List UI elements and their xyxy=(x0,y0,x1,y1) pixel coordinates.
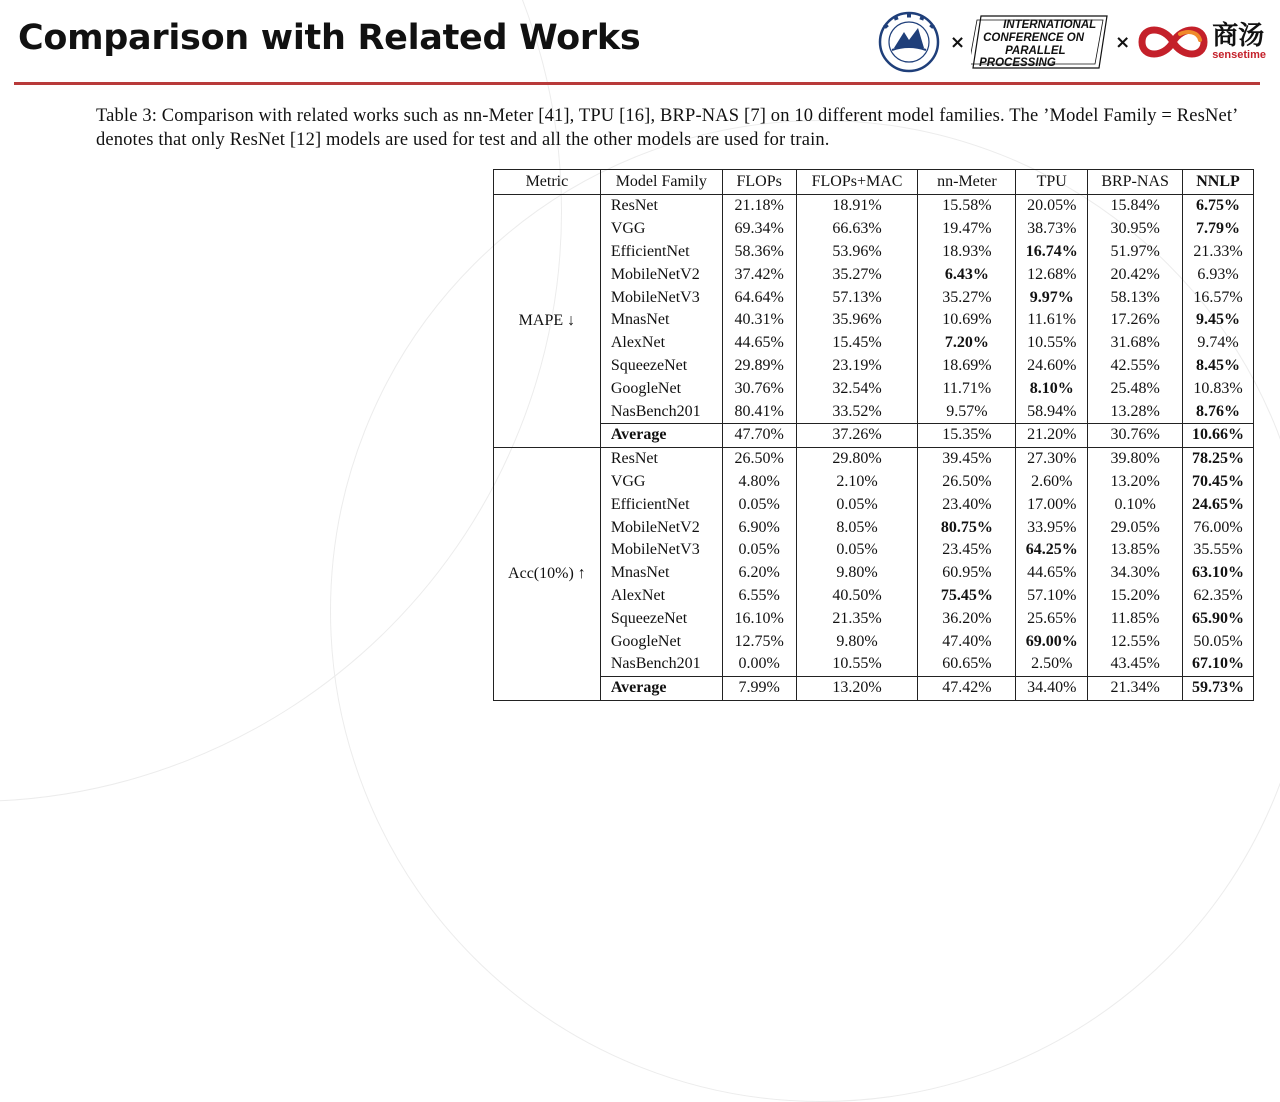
model-family-cell: Average xyxy=(600,676,722,700)
model-family-cell: EfficientNet xyxy=(600,241,722,264)
value-cell: 20.42% xyxy=(1088,263,1183,286)
value-cell: 40.31% xyxy=(722,309,796,332)
comparison-table xyxy=(493,169,1254,701)
value-cell: 13.20% xyxy=(796,676,918,700)
table-row xyxy=(494,630,1254,653)
value-cell: 59.73% xyxy=(1183,676,1254,700)
model-family-cell: AlexNet xyxy=(600,332,722,355)
value-cell: 42.55% xyxy=(1088,355,1183,378)
value-cell: 39.80% xyxy=(1088,447,1183,470)
value-cell: 64.25% xyxy=(1016,539,1088,562)
model-family-cell: SqueezeNet xyxy=(600,607,722,630)
value-cell: 13.85% xyxy=(1088,539,1183,562)
value-cell: 63.10% xyxy=(1183,562,1254,585)
value-cell: 9.45% xyxy=(1183,309,1254,332)
value-cell: 21.20% xyxy=(1016,423,1088,447)
model-family-cell: EfficientNet xyxy=(600,493,722,516)
value-cell: 16.57% xyxy=(1183,286,1254,309)
table-caption: Table 3: Comparison with related works such as nn-Meter [41], TPU [16], BRP-NAS [7] on 10 different model families. The ’Model Family = ResNet’ denotes that only ResNet [12] models are used for test and all the other models are used for train. xyxy=(96,106,1238,150)
value-cell: 66.63% xyxy=(796,218,918,241)
value-cell: 23.19% xyxy=(796,355,918,378)
value-cell: 62.35% xyxy=(1183,585,1254,608)
column-header: NNLP xyxy=(1183,170,1254,195)
icpp-logo xyxy=(971,14,1109,70)
table-row xyxy=(494,562,1254,585)
value-cell: 15.35% xyxy=(918,423,1016,447)
value-cell: 0.05% xyxy=(796,493,918,516)
value-cell: 8.10% xyxy=(1016,377,1088,400)
value-cell: 9.57% xyxy=(918,400,1016,423)
value-cell: 15.58% xyxy=(918,195,1016,218)
value-cell: 75.45% xyxy=(918,585,1016,608)
value-cell: 50.05% xyxy=(1183,630,1254,653)
value-cell: 37.42% xyxy=(722,263,796,286)
value-cell: 6.43% xyxy=(918,263,1016,286)
value-cell: 26.50% xyxy=(918,471,1016,494)
value-cell: 12.55% xyxy=(1088,630,1183,653)
value-cell: 40.50% xyxy=(796,585,918,608)
value-cell: 6.90% xyxy=(722,516,796,539)
value-cell: 6.75% xyxy=(1183,195,1254,218)
value-cell: 30.76% xyxy=(1088,423,1183,447)
value-cell: 47.40% xyxy=(918,630,1016,653)
value-cell: 57.13% xyxy=(796,286,918,309)
value-cell: 9.80% xyxy=(796,630,918,653)
value-cell: 7.20% xyxy=(918,332,1016,355)
value-cell: 35.55% xyxy=(1183,539,1254,562)
table-row xyxy=(494,493,1254,516)
table-row xyxy=(494,585,1254,608)
value-cell: 47.42% xyxy=(918,676,1016,700)
model-family-cell: NasBench201 xyxy=(600,653,722,676)
value-cell: 2.50% xyxy=(1016,653,1088,676)
value-cell: 11.85% xyxy=(1088,607,1183,630)
column-header: FLOPs xyxy=(722,170,796,195)
table-row xyxy=(494,539,1254,562)
model-family-cell: GoogleNet xyxy=(600,377,722,400)
value-cell: 58.94% xyxy=(1016,400,1088,423)
value-cell: 16.10% xyxy=(722,607,796,630)
icpp-line-4: PROCESSING xyxy=(979,57,1056,69)
value-cell: 17.00% xyxy=(1016,493,1088,516)
icpp-line-1: INTERNATIONAL xyxy=(1003,19,1097,31)
value-cell: 15.84% xyxy=(1088,195,1183,218)
table-row xyxy=(494,471,1254,494)
value-cell: 2.10% xyxy=(796,471,918,494)
value-cell: 0.10% xyxy=(1088,493,1183,516)
value-cell: 33.52% xyxy=(796,400,918,423)
value-cell: 80.75% xyxy=(918,516,1016,539)
model-family-cell: ResNet xyxy=(600,447,722,470)
value-cell: 13.20% xyxy=(1088,471,1183,494)
value-cell: 9.74% xyxy=(1183,332,1254,355)
value-cell: 26.50% xyxy=(722,447,796,470)
column-header: nn-Meter xyxy=(918,170,1016,195)
value-cell: 0.05% xyxy=(722,493,796,516)
value-cell: 8.76% xyxy=(1183,400,1254,423)
sensetime-english-name: sensetime xyxy=(1212,49,1266,61)
table-row xyxy=(494,195,1254,218)
table-row xyxy=(494,400,1254,423)
value-cell: 15.45% xyxy=(796,332,918,355)
value-cell: 10.69% xyxy=(918,309,1016,332)
value-cell: 30.76% xyxy=(722,377,796,400)
value-cell: 10.66% xyxy=(1183,423,1254,447)
model-family-cell: ResNet xyxy=(600,195,722,218)
value-cell: 44.65% xyxy=(722,332,796,355)
logo-strip xyxy=(874,10,1266,74)
title-divider xyxy=(14,82,1260,85)
model-family-cell: MnasNet xyxy=(600,562,722,585)
value-cell: 17.26% xyxy=(1088,309,1183,332)
value-cell: 80.41% xyxy=(722,400,796,423)
model-family-cell: VGG xyxy=(600,218,722,241)
table-row xyxy=(494,516,1254,539)
value-cell: 47.70% xyxy=(722,423,796,447)
value-cell: 24.60% xyxy=(1016,355,1088,378)
value-cell: 65.90% xyxy=(1183,607,1254,630)
value-cell: 9.97% xyxy=(1016,286,1088,309)
value-cell: 43.45% xyxy=(1088,653,1183,676)
value-cell: 21.35% xyxy=(796,607,918,630)
table-row xyxy=(494,309,1254,332)
value-cell: 6.55% xyxy=(722,585,796,608)
model-family-cell: VGG xyxy=(600,471,722,494)
table-row xyxy=(494,263,1254,286)
value-cell: 4.80% xyxy=(722,471,796,494)
value-cell: 18.91% xyxy=(796,195,918,218)
value-cell: 23.45% xyxy=(918,539,1016,562)
value-cell: 20.05% xyxy=(1016,195,1088,218)
value-cell: 57.10% xyxy=(1016,585,1088,608)
value-cell: 69.34% xyxy=(722,218,796,241)
value-cell: 12.75% xyxy=(722,630,796,653)
value-cell: 76.00% xyxy=(1183,516,1254,539)
value-cell: 70.45% xyxy=(1183,471,1254,494)
value-cell: 31.68% xyxy=(1088,332,1183,355)
value-cell: 0.00% xyxy=(722,653,796,676)
value-cell: 37.26% xyxy=(796,423,918,447)
model-family-cell: Average xyxy=(600,423,722,447)
value-cell: 8.05% xyxy=(796,516,918,539)
value-cell: 29.89% xyxy=(722,355,796,378)
value-cell: 11.61% xyxy=(1016,309,1088,332)
model-family-cell: NasBench201 xyxy=(600,400,722,423)
table-row xyxy=(494,377,1254,400)
table-row xyxy=(494,218,1254,241)
value-cell: 19.47% xyxy=(918,218,1016,241)
value-cell: 27.30% xyxy=(1016,447,1088,470)
value-cell: 39.45% xyxy=(918,447,1016,470)
value-cell: 25.65% xyxy=(1016,607,1088,630)
column-header: BRP-NAS xyxy=(1088,170,1183,195)
slide-title: Comparison with Related Works xyxy=(18,18,641,58)
column-header: TPU xyxy=(1016,170,1088,195)
value-cell: 29.05% xyxy=(1088,516,1183,539)
table-header-row xyxy=(494,170,1254,195)
value-cell: 16.74% xyxy=(1016,241,1088,264)
value-cell: 30.95% xyxy=(1088,218,1183,241)
value-cell: 44.65% xyxy=(1016,562,1088,585)
table-row xyxy=(494,355,1254,378)
value-cell: 10.83% xyxy=(1183,377,1254,400)
value-cell: 21.33% xyxy=(1183,241,1254,264)
table-row xyxy=(494,332,1254,355)
value-cell: 60.65% xyxy=(918,653,1016,676)
icpp-line-2: CONFERENCE ON xyxy=(983,32,1085,44)
value-cell: 34.30% xyxy=(1088,562,1183,585)
value-cell: 35.27% xyxy=(918,286,1016,309)
value-cell: 35.96% xyxy=(796,309,918,332)
model-family-cell: MobileNetV2 xyxy=(600,516,722,539)
column-header: FLOPs+MAC xyxy=(796,170,918,195)
value-cell: 78.25% xyxy=(1183,447,1254,470)
value-cell: 10.55% xyxy=(1016,332,1088,355)
model-family-cell: MobileNetV3 xyxy=(600,286,722,309)
value-cell: 67.10% xyxy=(1183,653,1254,676)
value-cell: 32.54% xyxy=(796,377,918,400)
table-row xyxy=(494,286,1254,309)
value-cell: 6.93% xyxy=(1183,263,1254,286)
value-cell: 8.45% xyxy=(1183,355,1254,378)
value-cell: 24.65% xyxy=(1183,493,1254,516)
value-cell: 29.80% xyxy=(796,447,918,470)
model-family-cell: SqueezeNet xyxy=(600,355,722,378)
value-cell: 21.18% xyxy=(722,195,796,218)
sensetime-chinese-name: 商汤 xyxy=(1212,21,1265,51)
value-cell: 38.73% xyxy=(1016,218,1088,241)
value-cell: 53.96% xyxy=(796,241,918,264)
metric-cell: Acc(10%) ↑ xyxy=(494,447,601,700)
icpp-line-3: PARALLEL xyxy=(1005,45,1066,57)
value-cell: 69.00% xyxy=(1016,630,1088,653)
value-cell: 58.36% xyxy=(722,241,796,264)
table-row xyxy=(494,241,1254,264)
value-cell: 18.93% xyxy=(918,241,1016,264)
value-cell: 15.20% xyxy=(1088,585,1183,608)
value-cell: 21.34% xyxy=(1088,676,1183,700)
university-seal-logo xyxy=(874,10,944,74)
value-cell: 0.05% xyxy=(796,539,918,562)
table-average-row xyxy=(494,423,1254,447)
value-cell: 10.55% xyxy=(796,653,918,676)
value-cell: 36.20% xyxy=(918,607,1016,630)
logo-separator: × xyxy=(1115,31,1131,53)
model-family-cell: AlexNet xyxy=(600,585,722,608)
column-header: Model Family xyxy=(600,170,722,195)
value-cell: 7.99% xyxy=(722,676,796,700)
value-cell: 34.40% xyxy=(1016,676,1088,700)
metric-cell: MAPE ↓ xyxy=(494,195,601,448)
model-family-cell: MobileNetV3 xyxy=(600,539,722,562)
sensetime-infinity-icon xyxy=(1136,22,1210,62)
logo-separator: × xyxy=(950,31,966,53)
column-header: Metric xyxy=(494,170,601,195)
value-cell: 51.97% xyxy=(1088,241,1183,264)
table-row xyxy=(494,447,1254,470)
model-family-cell: MnasNet xyxy=(600,309,722,332)
value-cell: 12.68% xyxy=(1016,263,1088,286)
value-cell: 6.20% xyxy=(722,562,796,585)
value-cell: 23.40% xyxy=(918,493,1016,516)
value-cell: 64.64% xyxy=(722,286,796,309)
model-family-cell: GoogleNet xyxy=(600,630,722,653)
value-cell: 25.48% xyxy=(1088,377,1183,400)
value-cell: 35.27% xyxy=(796,263,918,286)
value-cell: 13.28% xyxy=(1088,400,1183,423)
value-cell: 58.13% xyxy=(1088,286,1183,309)
value-cell: 9.80% xyxy=(796,562,918,585)
value-cell: 18.69% xyxy=(918,355,1016,378)
table-row xyxy=(494,653,1254,676)
model-family-cell: MobileNetV2 xyxy=(600,263,722,286)
value-cell: 0.05% xyxy=(722,539,796,562)
value-cell: 2.60% xyxy=(1016,471,1088,494)
table-average-row xyxy=(494,676,1254,700)
table-row xyxy=(494,607,1254,630)
value-cell: 33.95% xyxy=(1016,516,1088,539)
value-cell: 7.79% xyxy=(1183,218,1254,241)
sensetime-logo xyxy=(1136,22,1266,62)
value-cell: 11.71% xyxy=(918,377,1016,400)
value-cell: 60.95% xyxy=(918,562,1016,585)
